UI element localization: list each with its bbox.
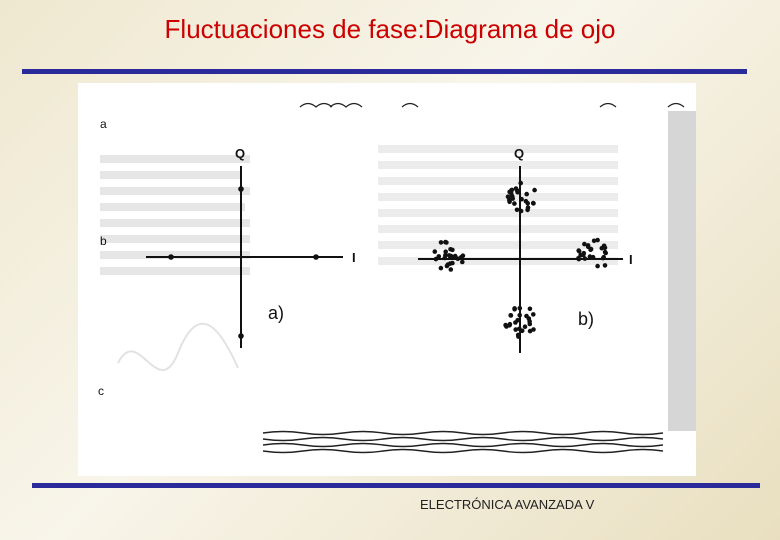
cluster-bottom-dot — [515, 318, 520, 323]
panel-a-point-bottom — [238, 333, 244, 339]
cluster-top-dot — [525, 201, 530, 206]
panel-a-point-right — [313, 254, 319, 260]
slide-footer: ELECTRÓNICA AVANZADA V — [420, 497, 595, 512]
cluster-top-dot — [510, 188, 515, 193]
cluster-left-dot — [433, 249, 438, 254]
panel-a-q-label: Q — [235, 146, 246, 161]
slide-title: Fluctuaciones de fase:Diagrama de ojo — [164, 14, 616, 44]
cluster-left-dot — [449, 267, 454, 272]
cluster-top-dot — [515, 208, 520, 213]
cluster-bottom-dot — [513, 327, 518, 332]
bottom-divider — [32, 483, 760, 488]
panel-a-point-left — [168, 254, 174, 260]
cluster-left-dot — [444, 240, 449, 245]
cluster-top-dot — [532, 188, 537, 193]
panel-a-point-top — [238, 186, 244, 192]
bottom-wave-band — [263, 432, 663, 453]
cluster-bottom-dot — [516, 334, 521, 339]
constellation-svg — [78, 83, 696, 476]
cluster-left-dot — [459, 255, 464, 260]
cluster-bottom-dot — [503, 323, 508, 328]
row-label-c: c — [98, 384, 104, 398]
cluster-top-dot — [510, 195, 515, 200]
cluster-right-dot — [581, 253, 586, 258]
cluster-bottom-dot — [528, 307, 533, 312]
cluster-right-dot — [602, 244, 607, 249]
cluster-top-dot — [514, 186, 519, 191]
panel-b-q-label: Q — [514, 146, 525, 161]
cluster-left-dot — [442, 256, 447, 261]
panel-a-caption: a) — [268, 303, 285, 323]
cluster-bottom-dot — [508, 313, 513, 318]
cluster-top-dot — [526, 205, 531, 210]
cluster-left-dot — [450, 261, 455, 266]
cluster-right-dot — [601, 255, 606, 260]
constellation-figure — [78, 83, 696, 476]
cluster-left-dot — [434, 257, 439, 262]
cluster-left-dot — [439, 240, 444, 245]
cluster-bottom-dot — [517, 313, 522, 318]
cluster-left-dot — [439, 266, 444, 271]
cluster-right-dot — [591, 255, 596, 260]
panel-b-i-label: I — [629, 252, 633, 267]
cluster-bottom-dot — [512, 306, 517, 311]
cluster-top-dot — [518, 181, 523, 186]
cluster-top-dot — [512, 201, 517, 206]
cluster-right-dot — [576, 256, 581, 261]
cluster-left-dot — [450, 255, 455, 260]
cluster-bottom-dot — [531, 312, 536, 317]
cluster-left-dot — [446, 262, 451, 267]
cluster-right-dot — [603, 263, 608, 268]
cluster-right-dot — [595, 264, 600, 269]
cluster-top-dot — [524, 192, 529, 197]
cluster-bottom-dot — [528, 329, 533, 334]
cluster-bottom-dot — [520, 329, 525, 334]
cluster-right-dot — [582, 242, 587, 247]
cluster-bottom-dot — [527, 319, 532, 324]
side-strip — [668, 111, 696, 431]
top-artifacts — [300, 104, 684, 108]
cluster-top-dot — [519, 209, 524, 214]
cluster-bottom-dot — [508, 322, 513, 327]
top-divider — [22, 69, 747, 74]
cluster-bottom-dot — [524, 314, 529, 319]
cluster-top-dot — [519, 197, 524, 202]
panel-a-i-label: I — [352, 250, 356, 265]
row-label-a: a — [100, 117, 107, 131]
cluster-right-dot — [589, 247, 594, 252]
cluster-right-dot — [592, 239, 597, 244]
panel-b-caption: b) — [578, 309, 595, 329]
cluster-right-dot — [576, 248, 581, 253]
row-label-b: b — [100, 234, 107, 248]
cluster-left-dot — [460, 260, 465, 265]
cluster-left-dot — [448, 247, 453, 252]
cluster-bottom-dot — [518, 306, 523, 311]
cluster-top-dot — [531, 201, 536, 206]
cluster-left-dot — [443, 249, 448, 254]
cluster-right-dot — [603, 250, 608, 255]
cluster-bottom-dot — [523, 324, 528, 329]
